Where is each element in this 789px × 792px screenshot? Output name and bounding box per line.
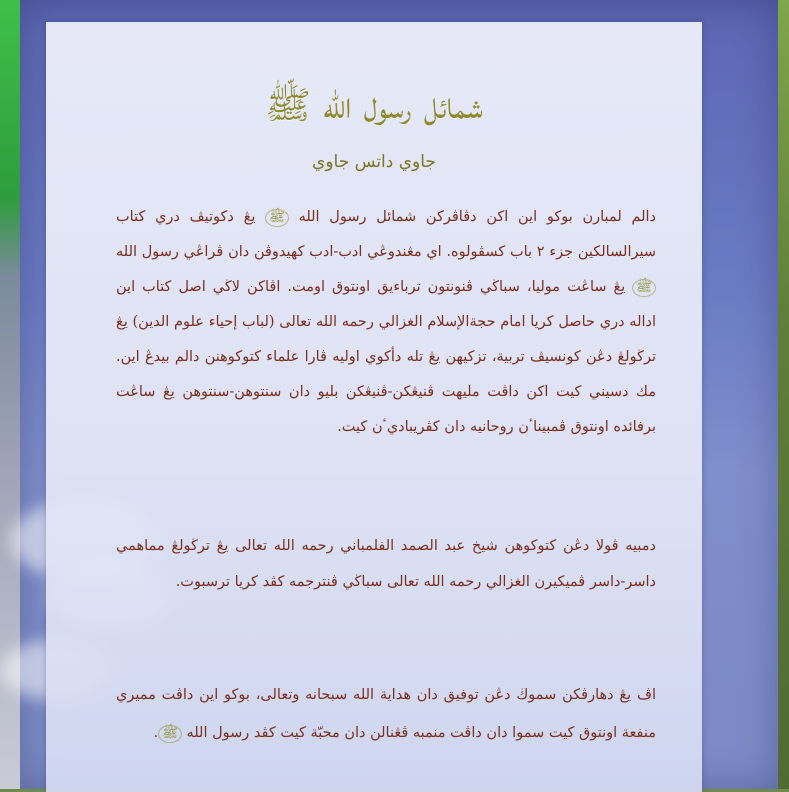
salawat-symbol: ﷺ (632, 279, 656, 297)
paragraph-text: يڠ ساڠت موليا، سباڬي ڤنونتون ترباءيق اونتوق اومت. اڤاكن لاڬي اصل كتاب اين اداله دري حاصل كريا امام حجةالإسلام الغزالي رحمه الله تعالى (لباب إحياء علوم الدين) يڠ ترڬولڠ دڠن كونسيڤ تربية، تزكيهن يڠ تله دأكوي اوليه ڤارا علماء كتوكوهنن دالم بيدڠ اين. مك دسيني كيت اكن داڤت مليهت ڤنيڠكن-ڤنيڠكن بليو دان سنتوهن-سنتوهن يڠ ساڠت برفائده اونتوق ڤمبيناٴن روحانيه دان كڤريباديٴن كيت. (116, 279, 656, 435)
paragraph-text: دمبيه ڤولا دڠن كتوكوهن شيخ عبد الصمد الفلمباني رحمه الله تعالى يڠ ترڬولڠ مماهمي داسر-داسر ڤميكيرن الغزالي رحمه الله تعالى سباڬي ڤنترجمه كڤد كريا ترسبوت. (116, 538, 656, 590)
paragraph-text: دالم لمبارن بوكو اين اكن دڤاڤركن شمائل رسول الله (298, 209, 657, 225)
paragraph-text: يڠ دكوتيڤ دري كتاب سيرالسالكين جزء ٢ باب كسڤولوه. اي مڠندوڠي ادب-ادب كهيدوڤن دان ڤراڠي رسول الله (116, 209, 656, 260)
paragraph-text: اڤ يڠ دهارڤكن سموڬ دڠن توفيق دان هداية الله سبحانه وتعالى، بوكو اين داڤت مميري منفعة اونتوق كيت سموا دان داڤت منمبه ڤڠنالن دان محبّة كيت كڤد رسول الله (116, 687, 656, 741)
paragraph-text: . (153, 725, 159, 741)
salawat-symbol: ﷺ (158, 725, 182, 743)
paragraph-1 (116, 200, 656, 445)
salawat-symbol: ﷺ (265, 209, 289, 227)
book-title: شمائل رسول الله ﷺ (265, 83, 483, 127)
paragraph-3 (116, 676, 656, 752)
book-subtitle: جاوي داتس جاوي (312, 152, 436, 172)
paragraph-2 (116, 528, 656, 600)
text-panel (46, 22, 702, 792)
